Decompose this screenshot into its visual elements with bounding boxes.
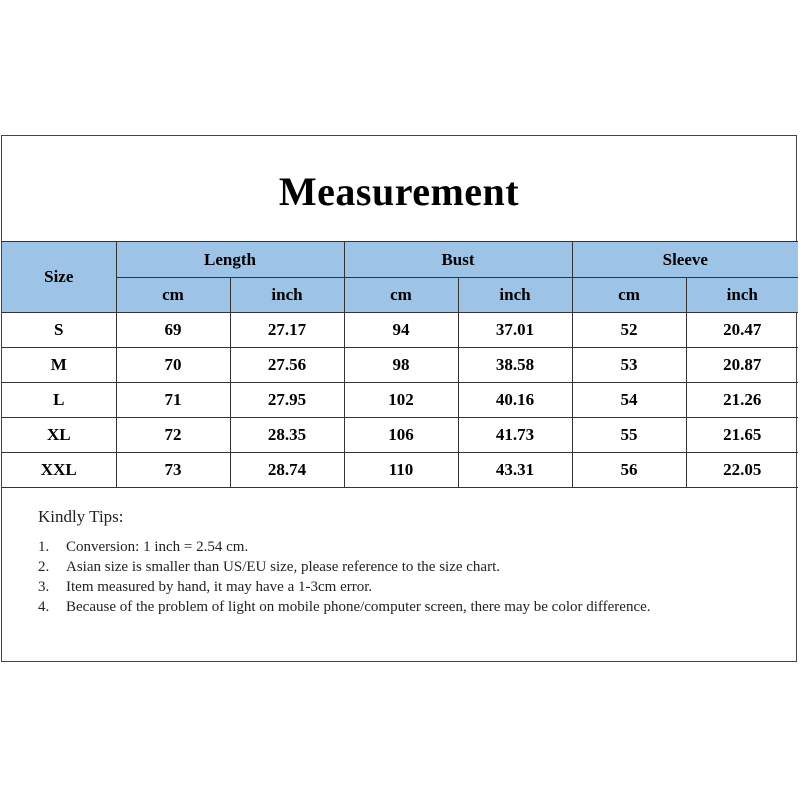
size-cell: XL — [2, 418, 116, 453]
size-cell: S — [2, 313, 116, 348]
table-cell: 28.74 — [230, 453, 344, 488]
table-cell: 41.73 — [458, 418, 572, 453]
table-cell: 94 — [344, 313, 458, 348]
tip-item — [38, 537, 778, 557]
bust-header: Bust — [344, 242, 572, 278]
table-cell: 21.26 — [686, 383, 798, 418]
tips-title: Kindly Tips: — [38, 507, 124, 526]
tip-number: 2. — [38, 559, 50, 575]
table-cell: 53 — [572, 348, 686, 383]
table-cell: 70 — [116, 348, 230, 383]
measurement-card — [1, 135, 797, 662]
length-header: Length — [116, 242, 344, 278]
table-cell: 102 — [344, 383, 458, 418]
table-row — [2, 453, 798, 488]
tip-text: Conversion: 1 inch = 2.54 cm. — [66, 539, 249, 555]
table-cell: 72 — [116, 418, 230, 453]
tip-text: Asian size is smaller than US/EU size, please reference to the size chart. — [66, 559, 500, 575]
size-table — [2, 241, 798, 488]
page-title: Measurement — [278, 169, 520, 214]
table-cell: 21.65 — [686, 418, 798, 453]
unit-header: cm — [344, 278, 458, 313]
unit-header: inch — [458, 278, 572, 313]
table-cell: 28.35 — [230, 418, 344, 453]
tip-number: 1. — [38, 539, 50, 555]
table-row — [2, 348, 798, 383]
table-cell: 54 — [572, 383, 686, 418]
table-cell: 106 — [344, 418, 458, 453]
tip-text: Item measured by hand, it may have a 1-3cm error. — [66, 579, 373, 595]
table-cell: 43.31 — [458, 453, 572, 488]
table-cell: 40.16 — [458, 383, 572, 418]
table-cell: 37.01 — [458, 313, 572, 348]
table-cell: 55 — [572, 418, 686, 453]
tip-item — [38, 557, 778, 577]
table-cell: 73 — [116, 453, 230, 488]
size-cell: L — [2, 383, 116, 418]
size-cell: XXL — [2, 453, 116, 488]
tip-number: 3. — [38, 579, 50, 595]
unit-header: cm — [116, 278, 230, 313]
table-cell: 20.87 — [686, 348, 798, 383]
unit-header: inch — [686, 278, 798, 313]
table-cell: 71 — [116, 383, 230, 418]
table-cell: 38.58 — [458, 348, 572, 383]
table-cell: 69 — [116, 313, 230, 348]
table-row — [2, 418, 798, 453]
table-row — [2, 313, 798, 348]
tip-number: 4. — [38, 599, 50, 615]
table-cell: 27.56 — [230, 348, 344, 383]
tip-item — [38, 597, 778, 617]
sleeve-header: Sleeve — [572, 242, 798, 278]
tip-item — [38, 577, 778, 597]
tips-section — [38, 507, 778, 617]
table-cell: 110 — [344, 453, 458, 488]
unit-header: inch — [230, 278, 344, 313]
tips-list — [38, 537, 778, 617]
table-cell: 27.17 — [230, 313, 344, 348]
table-cell: 27.95 — [230, 383, 344, 418]
table-cell: 56 — [572, 453, 686, 488]
tip-text: Because of the problem of light on mobile phone/computer screen, there may be color difference. — [66, 599, 651, 615]
size-cell: M — [2, 348, 116, 383]
table-cell: 20.47 — [686, 313, 798, 348]
table-cell: 98 — [344, 348, 458, 383]
table-cell: 52 — [572, 313, 686, 348]
unit-header: cm — [572, 278, 686, 313]
table-cell: 22.05 — [686, 453, 798, 488]
table-row — [2, 383, 798, 418]
size-column-header: Size — [2, 242, 116, 313]
